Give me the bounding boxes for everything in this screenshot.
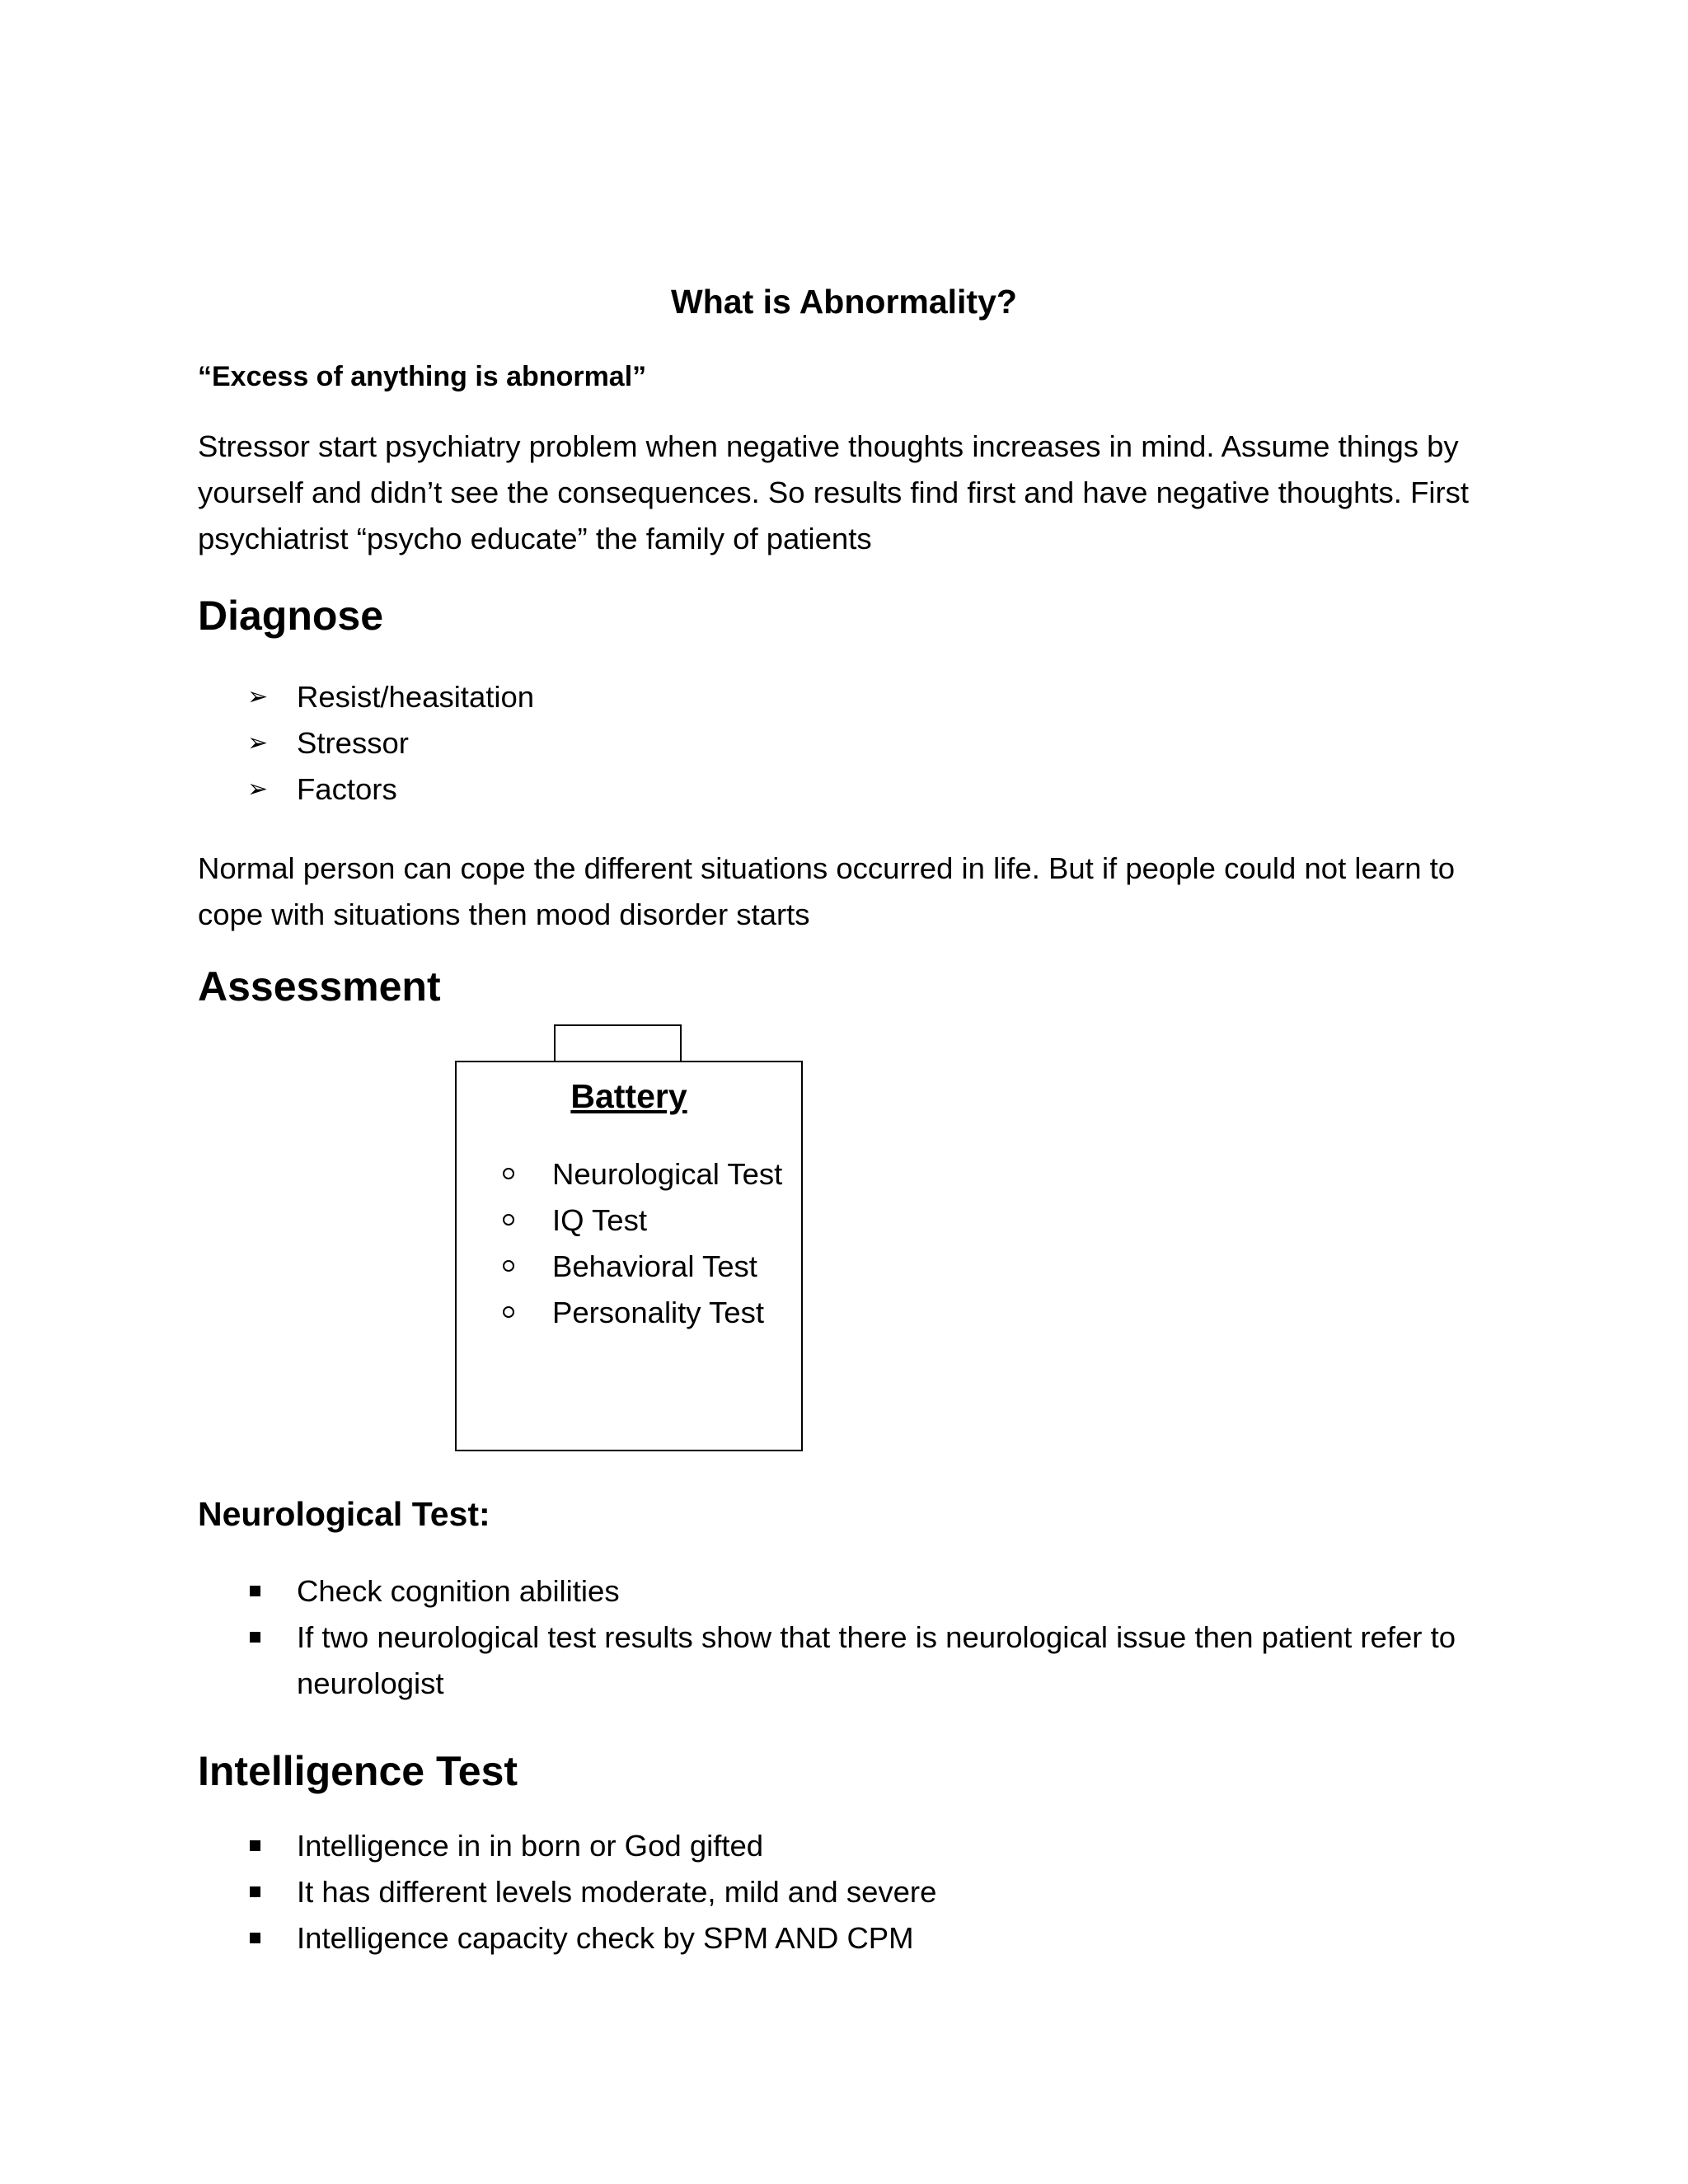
battery-title: Battery: [570, 1077, 687, 1115]
list-item-text: Stressor: [297, 726, 409, 760]
page-title: What is Abnormality?: [671, 283, 1017, 321]
circle-bullet-icon: [503, 1214, 514, 1226]
circle-bullet-icon: [503, 1306, 514, 1318]
intro-paragraph: Stressor start psychiatry problem when negative thoughts increases in mind. Assume things by yourself and didn’t see the consequences. So results find first and have negative thoughts. First psychiatrist “psycho educate” the family of patients: [198, 429, 1470, 555]
battery-list: [503, 1151, 783, 1336]
list-item: [503, 1197, 783, 1244]
list-item: [247, 1568, 1525, 1615]
neurological-test-list: [247, 1568, 1525, 1707]
diagnose-list: [247, 674, 1525, 813]
list-item: [503, 1244, 783, 1290]
list-item-text: Resist/heasitation: [297, 680, 535, 714]
list-item-text: Intelligence capacity check by SPM AND CPM: [297, 1921, 914, 1955]
list-item-text: Behavioral Test: [552, 1249, 757, 1283]
square-bullet-icon: [250, 1632, 260, 1643]
list-item-text: Personality Test: [552, 1296, 764, 1329]
list-item: [247, 674, 1525, 720]
battery-diagram: [455, 1061, 803, 1451]
list-item: [503, 1290, 783, 1336]
list-item-text: Intelligence in in born or God gifted: [297, 1829, 764, 1863]
square-bullet-icon: [250, 1840, 260, 1851]
square-bullet-icon: [250, 1933, 260, 1943]
list-item: [247, 1915, 1525, 1961]
arrow-bullet-icon: ➢: [247, 729, 269, 757]
list-item-text: Factors: [297, 772, 397, 806]
diagnose-heading: Diagnose: [198, 593, 384, 639]
list-item-text: If two neurological test results show that there is neurological issue then patient refer to neurologist: [297, 1620, 1456, 1700]
battery-terminal: [554, 1024, 682, 1061]
arrow-bullet-icon: ➢: [247, 776, 269, 803]
list-item: [247, 1823, 1525, 1869]
list-item-text: Check cognition abilities: [297, 1574, 620, 1608]
intelligence-test-heading: Intelligence Test: [198, 1748, 518, 1794]
arrow-bullet-icon: ➢: [247, 683, 269, 710]
list-item: [247, 1615, 1525, 1707]
list-item-text: Neurological Test: [552, 1157, 783, 1191]
coping-paragraph: Normal person can cope the different situations occurred in life. But if people could not learn to cope with situations then mood disorder starts: [198, 851, 1456, 931]
circle-bullet-icon: [503, 1168, 514, 1179]
quote-text: “Excess of anything is abnormal”: [198, 361, 647, 392]
neurological-test-heading: Neurological Test:: [198, 1495, 490, 1533]
list-item: [247, 766, 1525, 813]
list-item-text: It has different levels moderate, mild and severe: [297, 1875, 937, 1909]
square-bullet-icon: [250, 1586, 260, 1596]
list-item: [503, 1151, 783, 1197]
circle-bullet-icon: [503, 1260, 514, 1272]
list-item: [247, 1869, 1525, 1915]
intelligence-test-list: [247, 1823, 1525, 1961]
square-bullet-icon: [250, 1886, 260, 1897]
list-item-text: IQ Test: [552, 1203, 647, 1237]
list-item: [247, 720, 1525, 766]
assessment-heading: Assessment: [198, 963, 441, 1010]
